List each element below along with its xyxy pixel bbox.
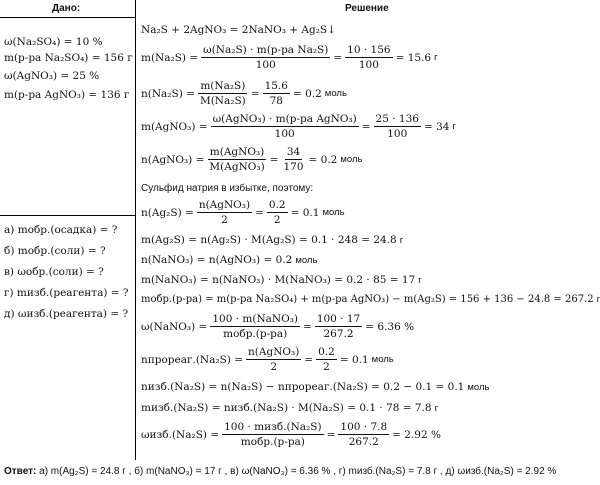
step-w-nano3: ω(NaNO₃) = $\frac{\text{100 · m(NaNO₃)}}{\text{mобр.(р-ра)}}$ = $\frac{100 \cdot 17}{267.2}$ = 6.36 %	[141, 313, 415, 340]
step-n-reacted: nпрореаг.(Na₂S) = $\frac{\text{n(AgNO₃)}}{2}$ = $\frac{0.2}{2}$ = 0.1 моль	[141, 346, 394, 373]
solution-header: Решение	[345, 3, 389, 14]
given-item: ω(Na₂SO₄) = 10 %	[4, 36, 103, 48]
step-m-solution: mобр.(р-ра) = m(р-ра Na₂SO₄) + m(р-ра AgNO₃) − m(Ag₂S) = 156 + 136 − 24.8 = 267.2 г	[141, 294, 600, 305]
step-m-excess: mизб.(Na₂S) = nизб.(Na₂S) · M(Na₂S) = 0.1 · 78 = 7.8 г	[141, 402, 439, 414]
find-item: в) ωобр.(соли) = ?	[4, 266, 104, 278]
step-n-agno3: n(AgNO₃) = $\frac{\text{m(AgNO₃)}}{\text{M(AgNO₃)}}$ = $\frac{34}{170}$ = 0.2 моль	[141, 146, 363, 173]
given-item: m(р-ра AgNO₃) = 136 г	[4, 89, 130, 101]
reaction-equation: Na₂S + 2AgNO₃ = 2NaNO₃ + Ag₂S↓	[141, 24, 336, 36]
answer-text: а) m(Ag₂S) = 24.8 г , б) m(NaNO₃) = 17 г , в) ω(NaNO₃) = 6.36 % , г) mизб.(Na₂S) = 7.8 г , д) ωизб.(Na₂S) = 2.92 %	[39, 466, 557, 477]
column-divider	[135, 0, 136, 460]
header-underline-given	[0, 17, 135, 18]
step-w-excess: ωизб.(Na₂S) = $\frac{\text{100 · mизб.(Na₂S)}}{\text{mобр.(р-ра)}}$ = $\frac{100 \cdot 7.8}{267.2}$ = 2.92 %	[141, 421, 441, 448]
step-m-na2s: m(Na₂S) = $\frac{\text{ω(Na₂S) · m(р-ра Na₂S)}}{100}$ = $\frac{10 \cdot 156}{100}$ = 15.6 г	[141, 44, 438, 71]
find-item: д) ωизб.(реагента) = ?	[4, 308, 129, 320]
step-m-agno3: m(AgNO₃) = $\frac{\text{ω(AgNO₃) · m(р-ра AgNO₃)}}{100}$ = $\frac{25 \cdot 136}{100}$ = 34 г	[141, 113, 456, 140]
find-item: а) mобр.(осадка) = ?	[4, 224, 118, 236]
step-m-nano3: m(NaNO₃) = n(NaNO₃) · M(NaNO₃) = 0.2 · 85 = 17 г	[141, 274, 422, 286]
given-header: Дано:	[52, 3, 81, 14]
given-item: m(р-ра Na₂SO₄) = 156 г	[4, 52, 133, 64]
excess-note: Сульфид натрия в избытке, поэтому:	[141, 183, 314, 194]
step-n-ag2s: n(Ag₂S) = $\frac{\text{n(AgNO₃)}}{2}$ = $\frac{0.2}{2}$ = 0.1 моль	[141, 199, 345, 226]
find-item: б) mобр.(соли) = ?	[4, 245, 106, 257]
answer-line	[4, 466, 556, 477]
given-find-divider	[0, 215, 135, 216]
step-n-na2s: n(Na₂S) = $\frac{\text{m(Na₂S)}}{\text{M(Na₂S)}}$ = $\frac{15.6}{78}$ = 0.2 моль	[141, 80, 347, 107]
step-n-excess: nизб.(Na₂S) = n(Na₂S) − nпрореаг.(Na₂S) = 0.2 − 0.1 = 0.1 моль	[141, 381, 490, 393]
step-m-ag2s: m(Ag₂S) = n(Ag₂S) · M(Ag₂S) = 0.1 · 248 = 24.8 г	[141, 234, 404, 246]
step-n-nano3: n(NaNO₃) = n(AgNO₃) = 0.2 моль	[141, 254, 318, 266]
given-item: ω(AgNO₃) = 25 %	[4, 70, 100, 82]
answer-label: Ответ:	[4, 466, 37, 477]
find-item: г) mизб.(реагента) = ?	[4, 287, 129, 299]
